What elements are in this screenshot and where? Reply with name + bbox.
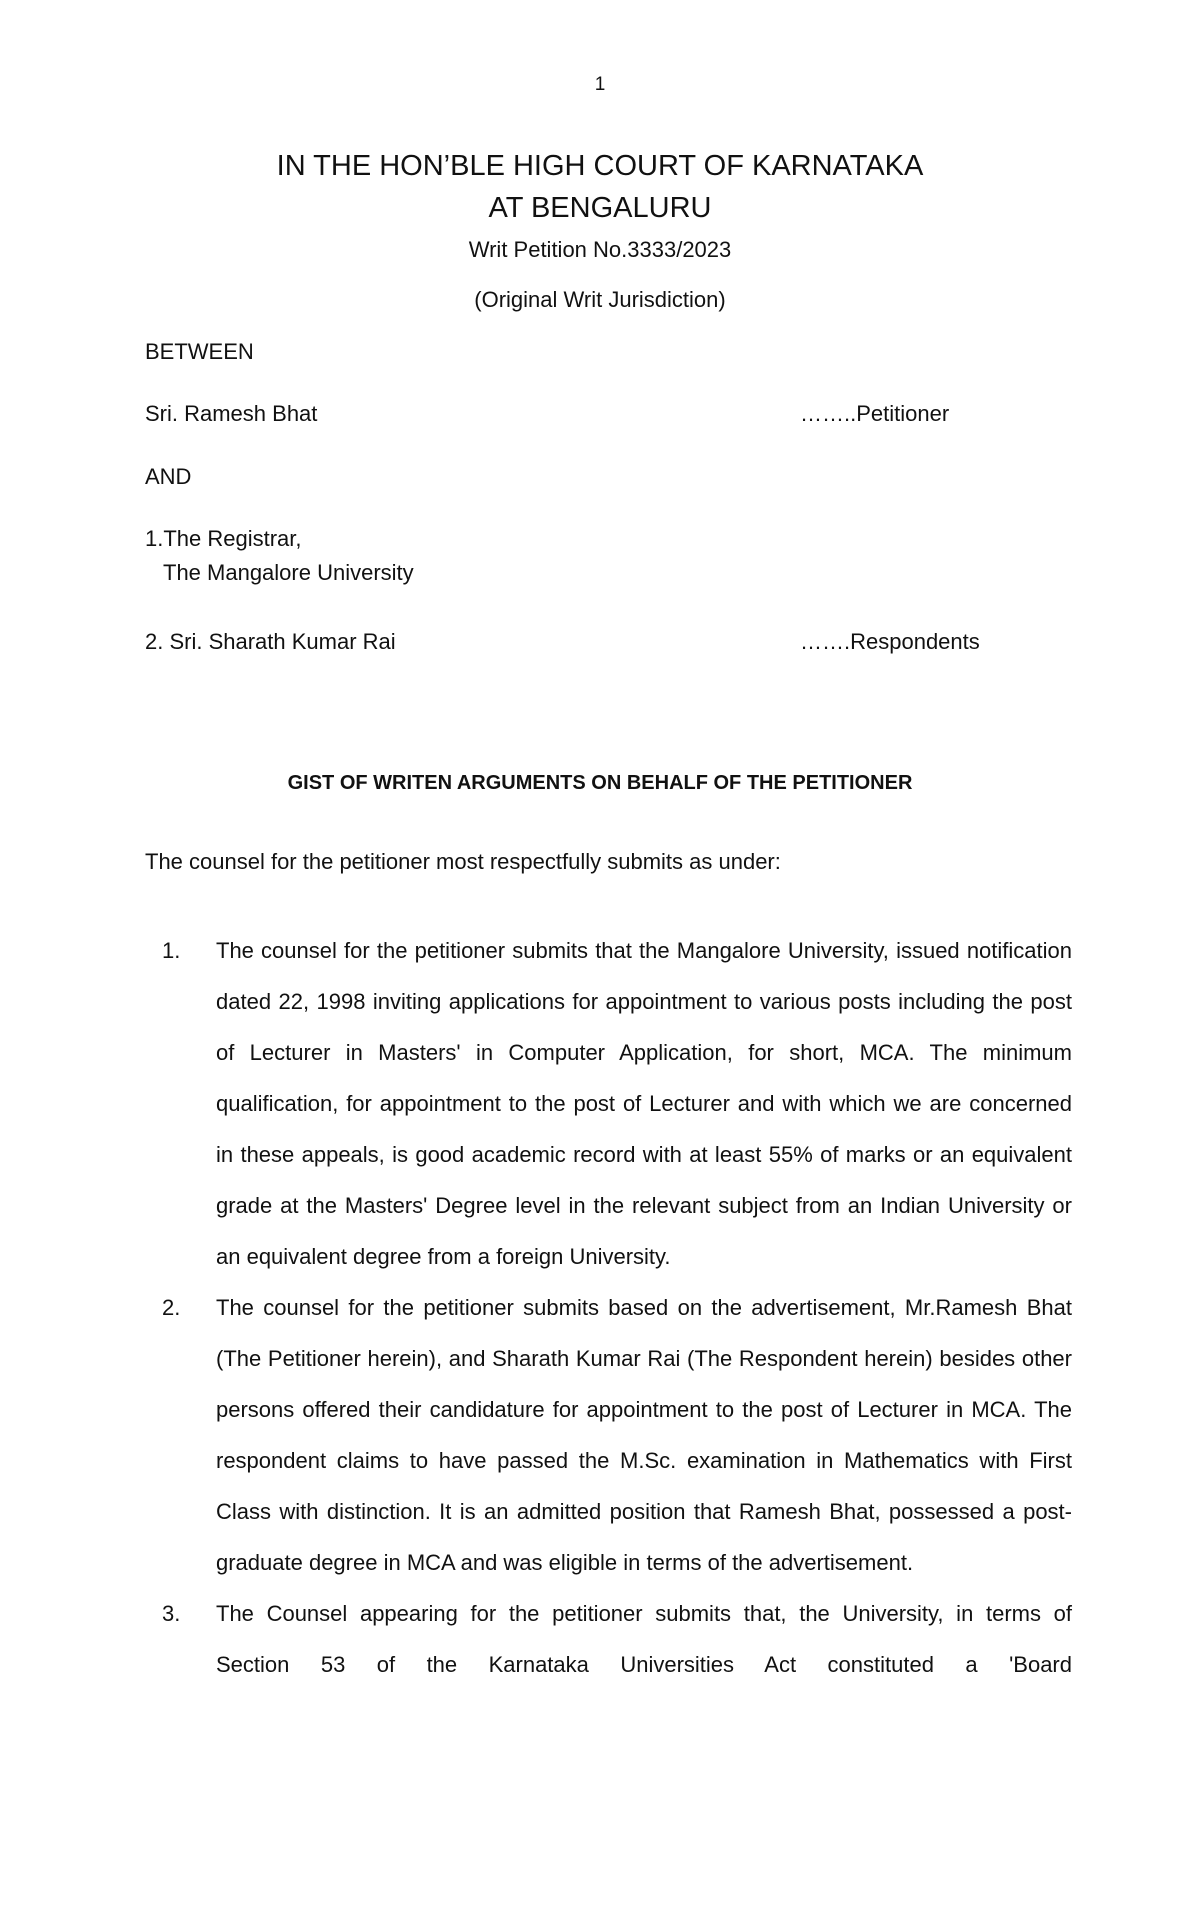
intro-paragraph: The counsel for the petitioner most respectfully submits as under: bbox=[145, 849, 781, 874]
case-number: Writ Petition No.3333/2023 bbox=[468, 237, 732, 262]
argument-number: 2. bbox=[162, 1295, 181, 1320]
and-label: AND bbox=[145, 464, 192, 489]
court-name-heading: IN THE HON’BLE HIGH COURT OF KARNATAKA bbox=[276, 150, 924, 182]
court-location-heading: AT BENGALURU bbox=[488, 192, 712, 224]
respondent-2-name: 2. Sri. Sharath Kumar Rai bbox=[145, 629, 396, 654]
argument-item bbox=[0, 1588, 1200, 1690]
petitioner-name: Sri. Ramesh Bhat bbox=[145, 401, 318, 426]
petitioner-role: ……..Petitioner bbox=[800, 401, 950, 426]
respondents-role: …….Respondents bbox=[800, 629, 980, 654]
argument-item bbox=[0, 925, 1200, 1282]
argument-text: The counsel for the petitioner submits based on the advertisement, Mr.Ramesh Bhat (The Petitioner herein), and Sharath Kumar Rai (The Respondent herein) besides other persons offered their candidature for appointment to the post of Lecturer in MCA. The respondent claims to have passed the M.Sc. examination in Mathematics with First Class with distinction. It is an admitted position that Ramesh Bhat, possessed a post-graduate degree in MCA and was eligible in terms of the advertisement. bbox=[216, 1295, 1072, 1575]
page-number: 1 bbox=[594, 74, 606, 95]
argument-number: 3. bbox=[162, 1601, 181, 1626]
gist-heading: GIST OF WRITEN ARGUMENTS ON BEHALF OF THE PETITIONER bbox=[287, 772, 913, 794]
argument-number: 1. bbox=[162, 938, 181, 963]
respondent-1-title: 1.The Registrar, bbox=[145, 526, 302, 551]
arguments-list bbox=[0, 925, 1200, 1690]
jurisdiction: (Original Writ Jurisdiction) bbox=[474, 287, 726, 312]
argument-text: The Counsel appearing for the petitioner submits that, the University, in terms of Section 53 of the Karnataka Universities Act constituted a 'Board bbox=[216, 1601, 1072, 1677]
between-label: BETWEEN bbox=[145, 339, 254, 364]
argument-item bbox=[0, 1282, 1200, 1588]
respondent-1-institution: The Mangalore University bbox=[163, 560, 414, 585]
argument-text: The counsel for the petitioner submits that the Mangalore University, issued notification dated 22, 1998 inviting applications for appointment to various posts including the post of Lecturer in Masters' in Computer Application, for short, MCA. The minimum qualification, for appointment to the post of Lecturer and with which we are concerned in these appeals, is good academic record with at least 55% of marks or an equivalent grade at the Masters' Degree level in the relevant subject from an Indian University or an equivalent degree from a foreign University. bbox=[216, 938, 1072, 1269]
